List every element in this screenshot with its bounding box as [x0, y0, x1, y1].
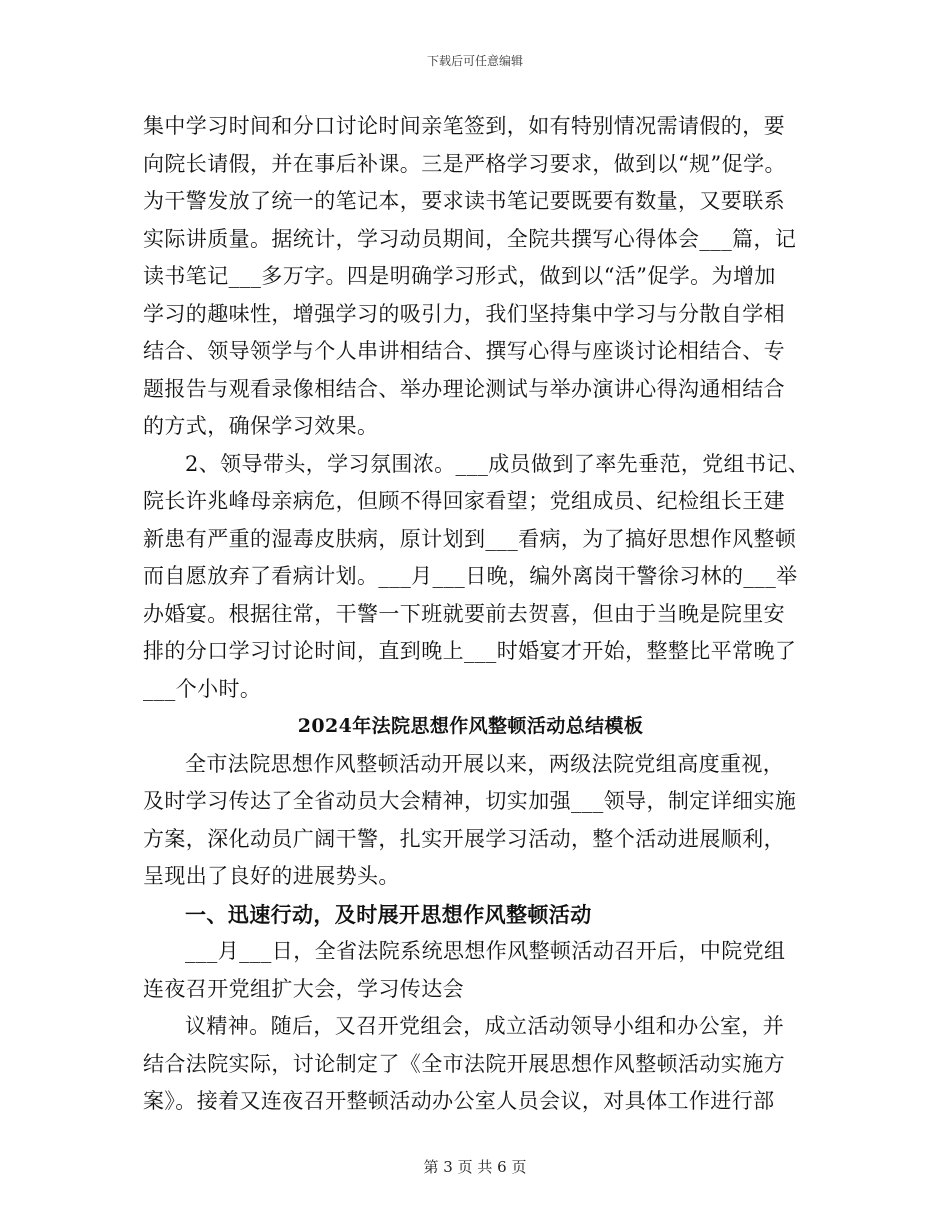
- paragraph-start-line: ___月___日，全省法院系统思想作风整顿活动召开后，中院党组: [185, 939, 786, 963]
- paragraph-start-line: 2、领导带头，学习氛围浓。___成员做到了率先垂范，党组书记、: [185, 451, 810, 476]
- paragraph-start-line: 议精神。随后，又召开党组会，成立活动领导小组和办公室，并: [185, 1014, 785, 1038]
- text-line: 向院长请假，并在事后补课。三是严格学习要求，做到以“规”促学。: [143, 151, 786, 176]
- text-line: 集中学习时间和分口讨论时间亲笔签到，如有特别情况需请假的，要: [143, 114, 785, 138]
- text-line: 读书笔记___多万字。四是明确学习形式，做到以“活”促学。为增加: [143, 264, 776, 288]
- header-note: 下载后可任意编辑: [426, 54, 523, 68]
- text-line: 学习的趣味性，增强学习的吸引力，我们坚持集中学习与分散自学相: [143, 301, 785, 326]
- text-line: 办婚宴。根据往常，干警一下班就要前去贺喜，但由于当晚是院里安: [143, 601, 785, 626]
- document-body: [143, 108, 808, 1121]
- text-line: 连夜召开党组扩大会，学习传达会: [143, 976, 464, 1001]
- text-line: 为干警发放了统一的笔记本，要求读书笔记要既要有数量，又要联系: [143, 189, 785, 213]
- document-title: 2024年法院思想作风整顿活动总结模板: [297, 715, 644, 737]
- text-line: 及时学习传达了全省动员大会精神，切实加强___领导，制定详细实施: [143, 789, 797, 813]
- text-line: 结合法院实际，讨论制定了《全市法院开展思想作风整顿活动实施方: [143, 1051, 785, 1076]
- text-line: ___个小时。: [143, 676, 262, 701]
- text-line: 排的分口学习讨论时间，直到晚上___时婚宴才开始，整整比平常晚了: [143, 639, 797, 663]
- text-line: 的方式，确保学习效果。: [143, 414, 379, 438]
- text-line: 呈现出了良好的进展势头。: [143, 864, 400, 888]
- text-line: 院长许兆峰母亲病危，但顾不得回家看望；党组成员、纪检组长王建: [143, 489, 785, 513]
- section-heading: 一、迅速行动，及时展开思想作风整顿活动: [185, 901, 592, 927]
- text-line: 方案，深化动员广阔干警，扎实开展学习活动，整个活动进展顺利，: [143, 826, 785, 851]
- page-footer: 第 3 页 共 6 页: [423, 1158, 527, 1176]
- text-line: 题报告与观看录像相结合、举办理论测试与举办演讲心得沟通相结合: [143, 376, 785, 401]
- paragraph-start-line: 全市法院思想作风整顿活动开展以来，两级法院党组高度重视，: [185, 751, 785, 776]
- text-line: 新患有严重的湿毒皮肤病，原计划到___看病，为了搞好思想作风整顿: [143, 526, 797, 551]
- text-line: 实际讲质量。据统计，学习动员期间，全院共撰写心得体会___篇，记: [143, 226, 797, 251]
- text-line: 案》。接着又连夜召开整顿活动办公室人员会议，对具体工作进行部: [143, 1089, 775, 1113]
- text-line: 而自愿放弃了看病计划。___月___日晚，编外离岗干警徐习林的___举: [143, 564, 798, 588]
- text-line: 结合、领导领学与个人串讲相结合、撰写心得与座谈讨论相结合、专: [143, 339, 785, 363]
